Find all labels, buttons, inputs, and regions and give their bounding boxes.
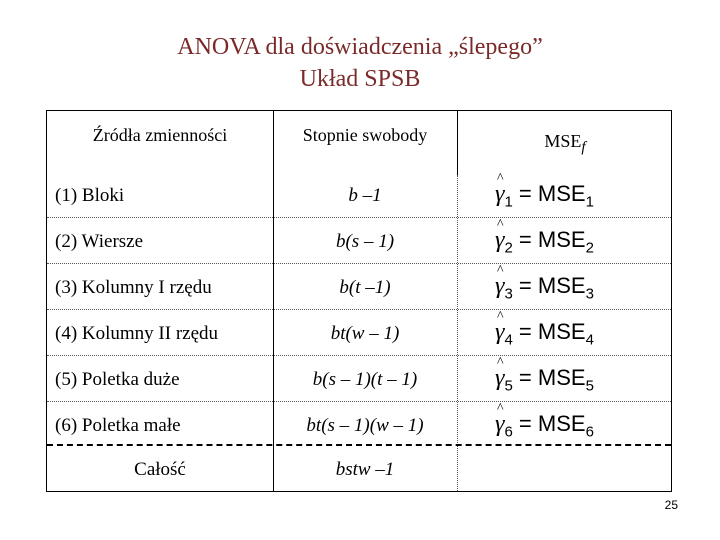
- row-4-mse: ^ $\gamma_4 = MSE_4$: [457, 319, 673, 348]
- row-5-mse: ^ $\gamma_5 = MSE_5$: [457, 365, 673, 394]
- row-separator: [47, 355, 671, 356]
- row-6-df: bt(s – 1)(w – 1): [306, 415, 424, 436]
- total-separator: [47, 444, 671, 446]
- row-2-source: (2) Wiersze: [55, 231, 144, 252]
- row-4-df: bt(w – 1): [330, 323, 400, 344]
- row-separator: [47, 217, 671, 218]
- slide-title: ANOVA dla doświadczenia „ślepego”: [177, 34, 543, 60]
- row-2-df: b(s – 1): [335, 231, 395, 252]
- row-6-mse: ^ $\gamma_6 = MSE_6$: [457, 411, 673, 440]
- slide-subtitle: Układ SPSB: [299, 66, 421, 92]
- row-3-mse: ^ $\gamma_3 = MSE_3$: [457, 273, 673, 302]
- header-source: Źródła zmienności: [92, 125, 228, 145]
- row-separator: [47, 401, 671, 402]
- row-6-source: (6) Poletka małe: [55, 415, 181, 436]
- row-separator: [47, 263, 671, 264]
- row-1-df: b –1: [348, 185, 382, 206]
- row-5-source: (5) Poletka duże: [55, 369, 180, 390]
- row-separator: [47, 309, 671, 310]
- total-df: bstw –1: [335, 459, 395, 480]
- header-mse-sub: f: [581, 139, 586, 156]
- row-1-mse: ^ $\gamma_1 = MSE_1$: [457, 181, 673, 210]
- row-3-df: b(t –1): [339, 277, 391, 298]
- row-2-mse: ^ $\gamma_2 = MSE_2$: [457, 227, 673, 256]
- row-1-source: (1) Bloki: [55, 185, 125, 206]
- header-df: Stopnie swobody: [302, 125, 428, 145]
- anova-table: [46, 110, 672, 492]
- header-mse-label: MSE: [544, 131, 582, 151]
- page-number: 25: [664, 498, 678, 512]
- total-source: Całość: [134, 459, 186, 480]
- row-3-source: (3) Kolumny I rzędu: [55, 277, 212, 298]
- row-5-df: b(s – 1)(t – 1): [312, 369, 418, 390]
- row-4-source: (4) Kolumny II rzędu: [55, 323, 219, 344]
- header-mse: [457, 131, 673, 157]
